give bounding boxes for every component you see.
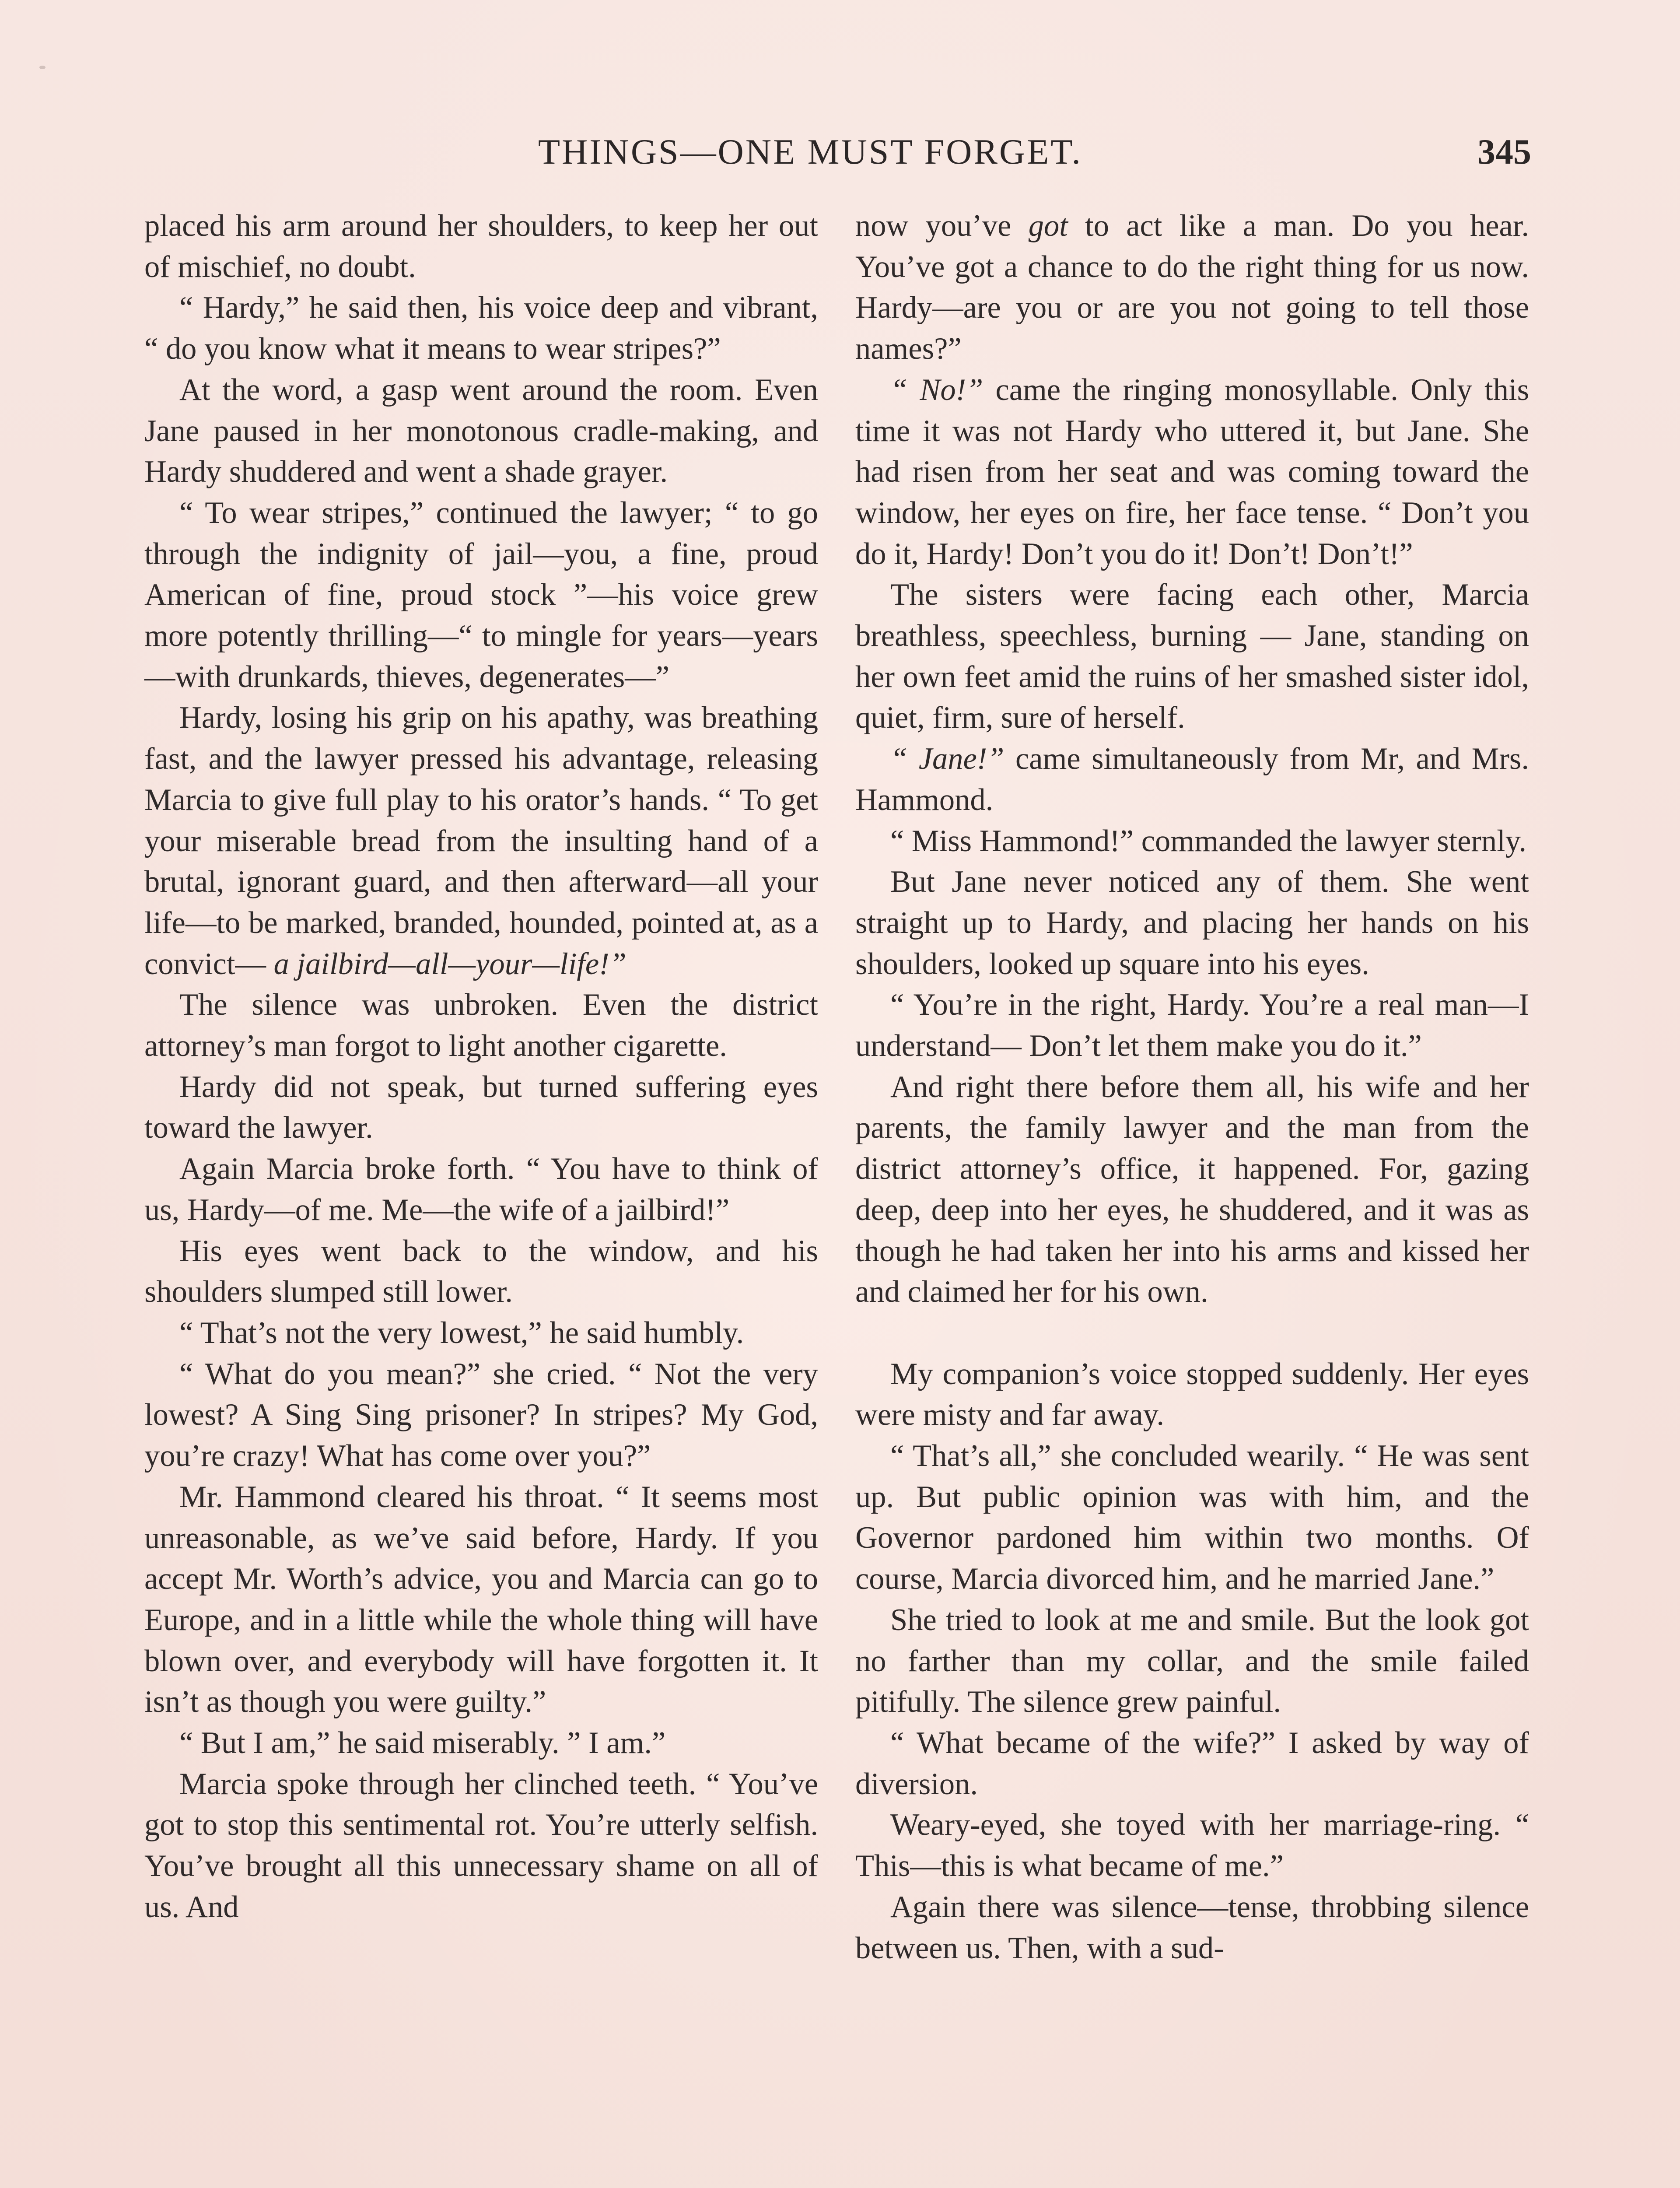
paragraph: His eyes went back to the window, and his shoulders slumped still lower.	[144, 1234, 818, 1309]
paragraph: “ That’s all,” she concluded wearily. “ He was sent up. But public opinion was with him, and the Governor pardoned him within two months. Of course, Marcia divorced him, and he married Jane.”	[855, 1439, 1529, 1596]
paragraph: “ Jane!” came simultaneously from Mr, and Mrs. Hammond.	[855, 742, 1529, 817]
page-number: 345	[1477, 132, 1531, 172]
paragraph: But Jane never noticed any of them. She went straight up to Hardy, and placing her hands on his shoulders, looked up square into his eyes.	[855, 865, 1529, 981]
paragraph: My companion’s voice stopped suddenly. Her eyes were misty and far away.	[855, 1357, 1529, 1432]
paragraph: And right there before them all, his wife and her parents, the family lawyer and the man from the district attorney’s office, it happened. For, gazing deep, deep into her eyes, he shuddered, and it was as though he had taken her into his arms and kissed her and claimed her for his own.	[855, 1069, 1529, 1309]
paragraph: Mr. Hammond cleared his throat. “ It seems most unreasonable, as we’ve said before, Hardy. If you accept Mr. Worth’s advice, you and Marcia can go to Europe, and in a little while the whole thing will have blown over, and everybody will have forgotten it. It isn’t as though you were guilty.”	[144, 1480, 818, 1719]
left-column	[144, 206, 818, 1928]
paragraph: Again there was silence—tense, throbbing silence between us. Then, with a sud-	[855, 1890, 1529, 1965]
paragraph: At the word, a gasp went around the room. Even Jane paused in her monotonous cradle-making, and Hardy shuddered and went a shade grayer.	[144, 372, 818, 489]
paragraph: Hardy did not speak, but turned suffering eyes toward the lawyer.	[144, 1069, 818, 1145]
paragraph: “ You’re in the right, Hardy. You’re a real man—I understand— Don’t let them make you do it.”	[855, 988, 1529, 1063]
running-title: THINGS—ONE MUST FORGET.	[538, 132, 1082, 172]
paragraph: “ What became of the wife?” I asked by way of diversion.	[855, 1726, 1529, 1801]
paragraph: The sisters were facing each other, Marcia breathless, speechless, burning — Jane, standing on her own feet amid the ruins of her smashed sister idol, quiet, firm, sure of herself.	[855, 578, 1529, 735]
paragraph: She tried to look at me and smile. But the look got no farther than my collar, and the smile failed pitifully. The silence grew painful.	[855, 1602, 1529, 1719]
paragraph: Hardy, losing his grip on his apathy, was breathing fast, and the lawyer pressed his advantage, releasing Marcia to give full play to his orator’s hands. “ To get your miserable bread from the insulting hand of a brutal, ignorant guard, and then afterward—all your life—to be marked, branded, hounded, pointed at, as a convict— a jailbird—all—your—life!”	[144, 701, 818, 981]
paragraph: The silence was unbroken. Even the district attorney’s man forgot to light another cigarette.	[144, 988, 818, 1063]
paragraph: Again Marcia broke forth. “ You have to think of us, Hardy—of me. Me—the wife of a jailbird!”	[144, 1152, 818, 1227]
right-column	[855, 206, 1529, 1969]
paragraph: “ What do you mean?” she cried. “ Not the very lowest? A Sing Sing prisoner? In stripes? My God, you’re crazy! What has come over you?”	[144, 1357, 818, 1473]
paragraph: Weary-eyed, she toyed with her marriage-ring. “ This—this is what became of me.”	[855, 1808, 1529, 1883]
paragraph: “ To wear stripes,” continued the lawyer; “ to go through the indignity of jail—you, a fine, proud American of fine, proud stock ”—his voice grew more potently thrilling—“ to mingle for years—years—with drunkards, thieves, degenerates—”	[144, 495, 818, 694]
paragraph: “ No!” came the ringing monosyllable. Only this time it was not Hardy who uttered it, but Jane. She had risen from her seat and was coming toward the window, her eyes on fire, her face tense. “ Don’t you do it, Hardy! Don’t you do it! Don’t! Don’t!”	[855, 372, 1529, 571]
paragraph: Marcia spoke through her clinched teeth. “ You’ve got to stop this sentimental rot. You’re utterly selfish. You’ve brought all this unnecessary shame on all of us. And	[144, 1767, 818, 1924]
running-header	[144, 131, 1531, 179]
paragraph: “ That’s not the very lowest,” he said humbly.	[179, 1315, 744, 1350]
paragraph: now you’ve got to act like a man. Do you hear. You’ve got a chance to do the right thing for us now. Hardy—are you or are you not going to tell those names?”	[855, 209, 1529, 366]
paragraph: placed his arm around her shoulders, to keep her out of mischief, no doubt.	[144, 209, 818, 284]
paper-speck	[39, 66, 46, 69]
paragraph: “ Miss Hammond!” commanded the lawyer sternly.	[890, 824, 1526, 858]
paragraph: “ Hardy,” he said then, his voice deep and vibrant, “ do you know what it means to wear stripes?”	[144, 291, 818, 366]
paragraph: “ But I am,” he said miserably. ” I am.”	[179, 1726, 666, 1760]
